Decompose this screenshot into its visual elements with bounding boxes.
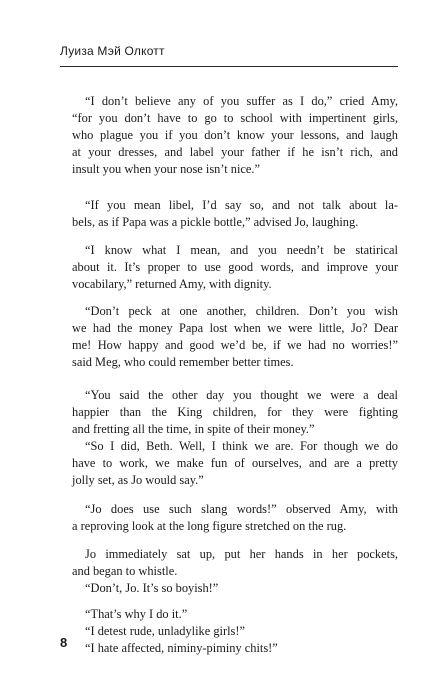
text-line: “That’s why I do it.” [85, 607, 188, 621]
text-line: “I know what I mean, and you needn’t be statirical [85, 243, 398, 257]
text-line: “Jo does use such slang words!” observed Amy, with [85, 502, 398, 516]
header-rule [60, 66, 398, 67]
text-line: me! How happy and good we’d be, if we had no worries!” [72, 338, 398, 352]
text-line: about it. It’s proper to use good words, and improve your [72, 260, 398, 274]
paragraph-2 [72, 197, 398, 231]
text-line: Jo immediately sat up, put her hands in her pockets, [85, 547, 398, 561]
paragraph-8 [72, 606, 398, 657]
text-line: “for you don’t have to go to school with impertinent girls, [72, 111, 398, 125]
paragraph-4 [72, 303, 398, 371]
paragraph-7 [72, 546, 398, 597]
text-line: we had the money Papa lost when we were little, Jo? Dear [72, 321, 398, 335]
text-line: insult you when your nose isn’t nice.” [72, 162, 261, 176]
text-line: “Don’t peck at one another, children. Don’t you wish [85, 304, 398, 318]
text-line: “So I did, Beth. Well, I think we are. For though we do [85, 439, 398, 453]
text-line: “You said the other day you thought we were a deal [85, 388, 398, 402]
text-line: “If you mean libel, I’d say so, and not talk about la- [85, 198, 398, 212]
text-line: a reproving look at the long figure stretched on the rug. [72, 519, 347, 533]
page-number: 8 [60, 635, 68, 650]
text-line: bels, as if Papa was a pickle bottle,” advised Jo, laughing. [72, 215, 359, 229]
paragraph-6 [72, 501, 398, 535]
text-line: and fretting all the time, in spite of their money.” [72, 422, 315, 436]
text-line: “I detest rude, unladylike girls!” [85, 624, 245, 638]
paragraph-3 [72, 242, 398, 293]
paragraph-1 [72, 93, 398, 178]
paragraph-5 [72, 387, 398, 489]
text-line: who plague you if you don’t know your lessons, and laugh [72, 128, 398, 142]
text-line: “I hate affected, niminy-piminy chits!” [85, 641, 278, 655]
text-line: have to work, we make fun of ourselves, and are a pretty [72, 456, 398, 470]
text-line: jolly set, as Jo would say.” [72, 473, 204, 487]
running-header: Луиза Мэй Олкотт [60, 44, 165, 58]
text-line: at your dresses, and label your father if he isn’t rich, and [72, 145, 398, 159]
text-line: and began to whistle. [72, 564, 178, 578]
text-line: “I don’t believe any of you suffer as I do,” cried Amy, [85, 94, 398, 108]
text-line: happier than the King children, for they were fighting [72, 405, 398, 419]
text-line: said Meg, who could remember better times. [72, 355, 294, 369]
text-line: “Don’t, Jo. It’s so boyish!” [85, 581, 219, 595]
text-line: vocabilary,” returned Amy, with dignity. [72, 277, 272, 291]
